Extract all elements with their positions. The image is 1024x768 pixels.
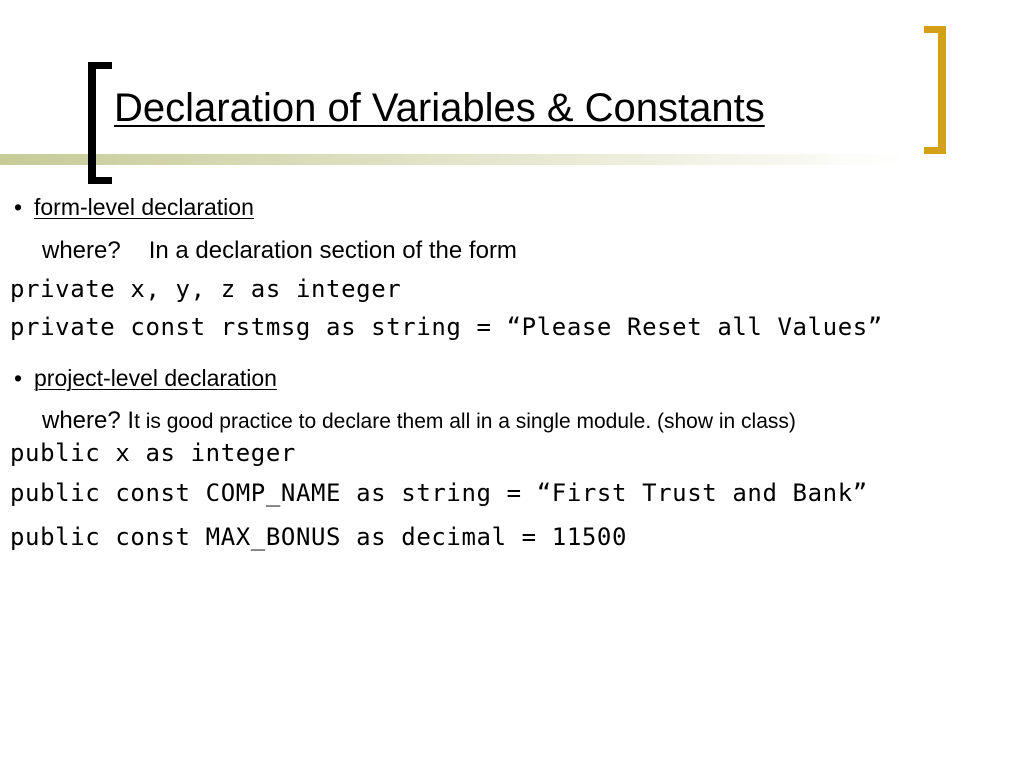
code-keyword: private const (10, 313, 206, 341)
code-rest: x as integer (100, 439, 296, 467)
where-label: where? I (42, 407, 135, 434)
where-text: t is good practice to declare them all in a single module. (show in class) (134, 410, 796, 433)
bullet-icon: • (14, 365, 23, 391)
section-project-level-heading (14, 365, 277, 392)
left-bracket-decoration (88, 62, 112, 184)
code-line (10, 275, 401, 303)
code-rest: COMP_NAME as string = “First Trust and Bank” (190, 479, 868, 507)
slide-title: Declaration of Variables & Constants (114, 86, 765, 130)
section-form-level-where (42, 237, 517, 265)
right-bracket-decoration (924, 26, 946, 154)
section-heading: form-level declaration (34, 194, 254, 220)
where-label: where? (42, 237, 121, 264)
section-project-level-where (42, 407, 796, 435)
code-rest: rstmsg as string = “Please Reset all Values” (205, 313, 883, 341)
code-line (10, 439, 296, 467)
title-accent-bar (0, 154, 905, 165)
code-keyword: private (10, 275, 116, 303)
code-line (10, 523, 627, 551)
section-form-level-heading (14, 194, 254, 221)
code-rest: x, y, z as integer (115, 275, 402, 303)
code-keyword: public const (10, 479, 191, 507)
code-rest: MAX_BONUS as decimal = 11500 (190, 523, 628, 551)
code-line (10, 313, 883, 341)
section-heading: project-level declaration (34, 365, 277, 391)
code-keyword: public (10, 439, 101, 467)
code-line (10, 479, 868, 507)
bullet-icon: • (14, 194, 23, 220)
code-keyword: public const (10, 523, 191, 551)
where-text: In a declaration section of the form (148, 237, 517, 264)
